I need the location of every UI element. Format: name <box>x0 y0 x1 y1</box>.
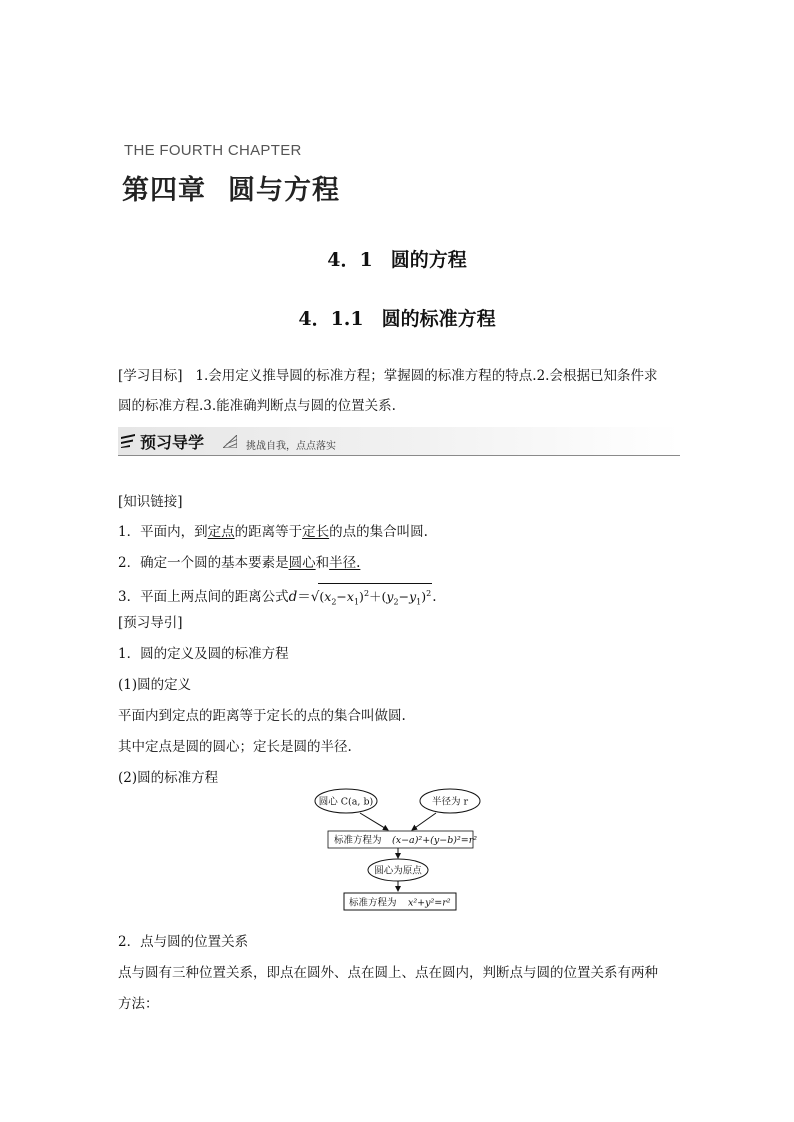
section-title: 圆的方程 <box>390 249 467 271</box>
text-segment: 的距离等于 <box>234 524 303 540</box>
wedge-stripes-icon <box>223 435 237 448</box>
sqrt-symbol: √ <box>310 589 320 606</box>
origin-eq: x²+y²=r² <box>408 897 451 909</box>
standard-eq-label: 标准方程为 <box>334 835 382 846</box>
standard-eq: (x−a)²+(y−b)²=r² <box>392 835 478 846</box>
preview-label: [预习导引] <box>118 615 183 631</box>
preview-sub-1: (1)圆的定义 <box>118 677 192 693</box>
definition-line-1: 平面内到定点的距离等于定长的点的集合叫做圆. <box>118 708 406 724</box>
standard-equation-diagram <box>312 786 484 916</box>
banner-subtitle: 挑战自我，点点落实 <box>246 441 336 452</box>
subsection-number: 4．1.1 <box>298 308 364 330</box>
section-number: 4．1 <box>327 249 373 271</box>
subsection-title: 圆的标准方程 <box>381 308 496 330</box>
text-segment: 的点的集合叫圆. <box>329 524 428 540</box>
section-heading <box>0 245 794 272</box>
center-label: 圆心 C(a, b) <box>318 796 374 808</box>
position-line-2: 方法： <box>118 996 159 1012</box>
objectives-line-1 <box>118 366 657 386</box>
preview-item-2-title: 2．点与圆的位置关系 <box>118 934 249 950</box>
knowledge-label: [知识链接] <box>118 494 183 510</box>
objectives-text-1: 1.会用定义推导圆的标准方程；掌握圆的标准方程的特点.2.会根据已知条件求 <box>195 368 658 384</box>
text-segment: 和 <box>315 555 330 571</box>
chapter-name: 圆与方程 <box>228 175 340 206</box>
text-segment: 1．平面内，到 <box>118 524 208 540</box>
definition-line-2: 其中定点是圆的圆心；定长是圆的半径. <box>118 739 352 755</box>
origin-eq-label: 标准方程为 <box>349 897 397 909</box>
underlined-term: 定点 <box>207 524 235 540</box>
radius-label: 半径为 r <box>431 796 469 808</box>
underlined-term: 定长 <box>302 524 330 540</box>
text-segment: 2．确定一个圆的基本要素是 <box>118 555 289 571</box>
subsection-heading <box>0 304 794 331</box>
preview-banner <box>118 427 680 456</box>
chapter-number: 第四章 <box>122 175 206 206</box>
preview-sub-2: (2)圆的标准方程 <box>118 770 219 786</box>
banner-title: 预习导学 <box>140 433 205 452</box>
text-segment: ＝ <box>297 589 311 606</box>
preview-item-1-title: 1．圆的定义及圆的标准方程 <box>118 646 289 662</box>
underlined-term: 半径. <box>329 555 361 571</box>
underlined-term: 圆心 <box>288 555 316 571</box>
math-variable: d <box>288 589 298 606</box>
stripes-icon <box>121 434 135 448</box>
distance-formula: $(x_2-x_1)^2+(y_2-y_1)^2$ <box>318 583 432 613</box>
chapter-title <box>122 168 340 207</box>
objectives-line-2: 圆的标准方程.3.能准确判断点与圆的位置关系. <box>118 398 396 414</box>
text-segment: . <box>432 589 437 606</box>
position-line-1: 点与圆有三种位置关系，即点在圆外、点在圆上、点在圆内，判断点与圆的位置关系有两种 <box>118 965 658 981</box>
objectives-label: [学习目标] <box>118 368 183 384</box>
knowledge-item-3 <box>118 583 437 613</box>
chapter-english-title: THE FOURTH CHAPTER <box>124 142 302 159</box>
knowledge-item-2 <box>118 553 369 573</box>
text-segment: 3．平面上两点间的距离公式 <box>118 589 289 606</box>
knowledge-item-1 <box>118 522 428 542</box>
origin-label: 圆心为原点 <box>374 865 422 877</box>
